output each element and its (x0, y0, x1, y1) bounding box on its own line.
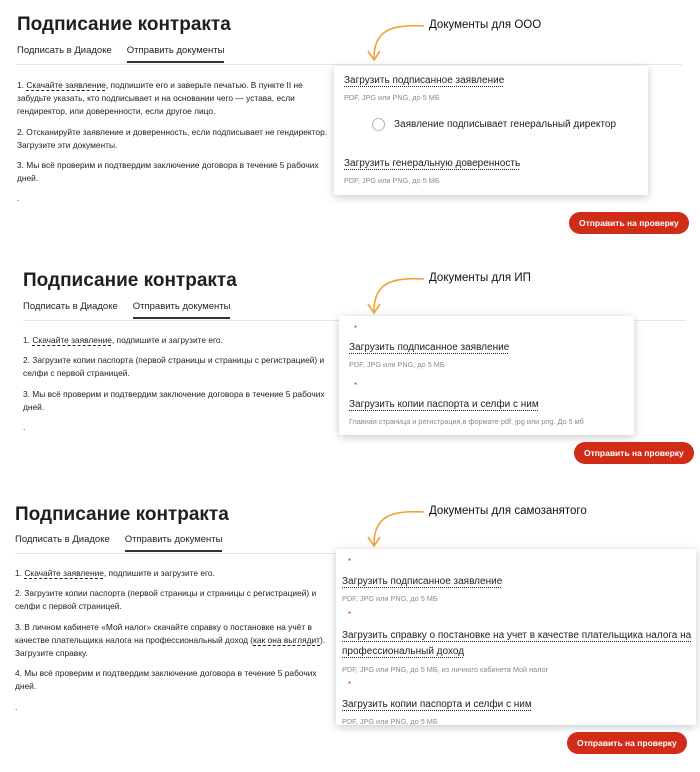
upload-hint: PDF, JPG или PNG, до 5 МБ (344, 93, 440, 102)
download-application-link[interactable]: Скачайте заявление (24, 568, 104, 578)
required-marker: * (348, 610, 352, 619)
required-marker: * (354, 324, 358, 333)
upload-hint: PDF, JPG или PNG, до 5 МБ (349, 360, 445, 369)
example-certificate-link[interactable]: как она выглядит (253, 634, 321, 645)
submit-button[interactable]: Отправить на проверку (569, 212, 689, 234)
step-3: 3. Мы всё проверим и подтвердим заключение договора в течение 5 рабочих дней. (23, 388, 325, 412)
tabs (15, 534, 237, 552)
tab-send-documents[interactable]: Отправить документы (127, 45, 225, 63)
upload-signed-application-link[interactable]: Загрузить подписанное заявление (342, 576, 503, 587)
page-title: Подписание контракта (23, 270, 237, 291)
upload-hint: PDF, JPG или PNG, до 5 МБ, из личного кабинета Мой налог (342, 665, 549, 674)
download-application-link[interactable]: Скачайте заявление (32, 335, 112, 345)
step-2: 2. Отсканируйте заявление и доверенность, если подписывает не гендиректор. Загрузите эти документы. (17, 126, 328, 150)
required-marker: * (354, 381, 358, 390)
step-4: 4. Мы всё проверим и подтвердим заключение договора в течение 5 рабочих дней. (15, 668, 317, 692)
required-marker: * (348, 557, 352, 566)
step-1: 1. Скачайте заявление, подпишите и загрузите его. (15, 568, 215, 578)
upload-hint: Главная страница и регистрация,в формате pdf, jpg или png. До 5 мб (349, 417, 584, 426)
upload-hint: PDF, JPG или PNG, до 5 МБ (344, 176, 440, 185)
upload-signed-application (342, 558, 688, 603)
download-application-link[interactable]: Скачайте заявление (26, 80, 106, 90)
annotation-label: Документы для ИП (429, 272, 531, 284)
submit-button[interactable]: Отправить на проверку (574, 442, 694, 464)
annotation-label: Документы для ООО (429, 19, 542, 31)
step-dot: . (15, 701, 18, 712)
upload-signed-application-link[interactable]: Загрузить подписанное заявление (349, 342, 510, 353)
tab-send-documents[interactable]: Отправить документы (125, 534, 223, 552)
upload-hint: PDF, JPG или PNG, до 5 МБ (342, 594, 438, 603)
annotation-arrow-icon (362, 506, 426, 552)
annotation-label: Документы для самозанятого (429, 505, 587, 517)
tab-sign-diadoc[interactable]: Подписать в Диадоке (15, 534, 110, 545)
instructions (15, 567, 337, 721)
upload-hint: PDF, JPG или PNG, до 5 МБ (342, 717, 438, 726)
upload-signed-application-link[interactable]: Загрузить подписанное заявление (344, 75, 505, 86)
step-1: 1. Скачайте заявление, подпишите и загрузите его. (23, 335, 223, 345)
upload-card (336, 549, 696, 725)
ceo-signs-label: Заявление подписывает генеральный директор (394, 119, 617, 130)
step-dot: . (17, 193, 20, 204)
step-dot: . (23, 422, 26, 433)
upload-tax-certificate (342, 611, 694, 674)
tab-sign-diadoc[interactable]: Подписать в Диадоке (23, 301, 118, 312)
upload-passport-link[interactable]: Загрузить копии паспорта и селфи с ним (342, 699, 532, 710)
tab-send-documents[interactable]: Отправить документы (133, 301, 231, 319)
upload-tax-certificate-link[interactable]: Загрузить справку о постановке на учет в качестве плательщика налога на профессиональный доход (342, 630, 692, 657)
page-title: Подписание контракта (17, 14, 231, 35)
upload-passport-link[interactable]: Загрузить копии паспорта и селфи с ним (349, 399, 539, 410)
page-title: Подписание контракта (15, 504, 229, 525)
submit-button[interactable]: Отправить на проверку (567, 732, 687, 754)
step-2: 2. Загрузите копии паспорта (первой страницы и страницы с регистрацией) и селфи с первой страницей. (15, 588, 317, 612)
required-marker: * (348, 680, 352, 689)
step-1: 1. Скачайте заявление, подпишите его и заверьте печатью. В пункте II не забудьте указать, кто подписывает и на основании чего — устава, если гендиректор, или доверенности, если другое лицо. (17, 80, 303, 117)
tab-sign-diadoc[interactable]: Подписать в Диадоке (17, 45, 112, 56)
upload-passport (342, 681, 688, 726)
step-3: 3. Мы всё проверим и подтвердим заключение договора в течение 5 рабочих дней. (17, 160, 319, 184)
upload-power-of-attorney-link[interactable]: Загрузить генеральную доверенность (344, 158, 521, 169)
step-3: 3. В личном кабинете «Мой налог» скачайте справку о постановке на учёт в качестве плательщика налога на профессиональный доход (как она выглядит). Загрузите справку. (15, 621, 326, 659)
step-2: 2. Загрузите копии паспорта (первой страницы и страницы с регистрацией) и селфи с первой страницей. (23, 355, 325, 379)
